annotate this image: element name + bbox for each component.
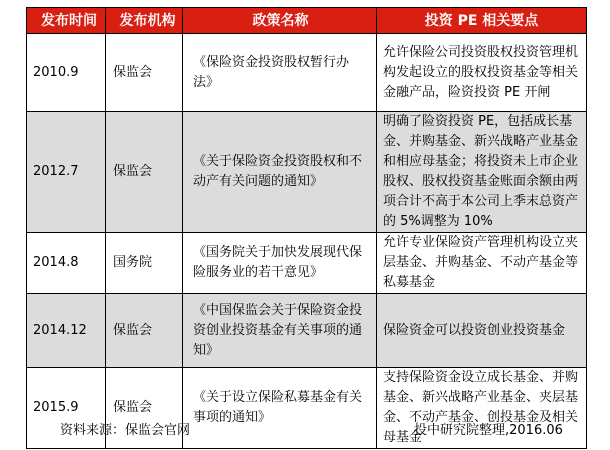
table-header-row bbox=[27, 8, 587, 34]
cell-institution: 保监会 bbox=[106, 34, 183, 112]
cell-policy-name: 《保险资金投资股权暂行办法》 bbox=[183, 34, 377, 112]
cell-policy-name: 《关于设立保险私募基金有关事项的通知》 bbox=[183, 368, 377, 449]
table-row bbox=[27, 294, 587, 368]
cell-time: 2014.8 bbox=[27, 233, 106, 294]
table-row bbox=[27, 34, 587, 112]
credit-note: 投中研究院整理,2016.06 bbox=[414, 423, 563, 438]
table-row bbox=[27, 112, 587, 233]
cell-pe-points: 支持保险资金设立成长基金、并购基金、新兴战略产业基金、夹层基金、不动产基金、创投基金及相关母基金 bbox=[377, 368, 587, 449]
source-note: 资料来源：保监会官网 bbox=[60, 423, 191, 438]
header-institution: 发布机构 bbox=[106, 8, 183, 34]
cell-policy-name: 《中国保监会关于保险资金投资创业投资基金有关事项的通知》 bbox=[183, 294, 377, 368]
cell-pe-points: 明确了险资投资 PE，包括成长基金、并购基金、新兴战略产业基金和相应母基金；将投资未上市企业股权、股权投资基金账面余额由两项合计不高于本公司上季末总资产的 5%调整为 10% bbox=[377, 112, 587, 233]
table-row bbox=[27, 233, 587, 294]
header-pe-points: 投资 PE 相关要点 bbox=[377, 8, 587, 34]
cell-time: 2010.9 bbox=[27, 34, 106, 112]
cell-time: 2015.9 bbox=[27, 368, 106, 449]
cell-pe-points: 允许专业保险资产管理机构设立夹层基金、并购基金、不动产基金等私募基金 bbox=[377, 233, 587, 294]
policy-table bbox=[26, 7, 587, 449]
cell-policy-name: 《关于保险资金投资股权和不动产有关问题的通知》 bbox=[183, 112, 377, 233]
header-policy-name: 政策名称 bbox=[183, 8, 377, 34]
cell-institution: 国务院 bbox=[106, 233, 183, 294]
cell-pe-points: 允许保险公司投资股权投资管理机构发起设立的股权投资基金等相关金融产品，险资投资 PE 开闸 bbox=[377, 34, 587, 112]
cell-institution: 保监会 bbox=[106, 368, 183, 449]
cell-institution: 保监会 bbox=[106, 112, 183, 233]
cell-time: 2012.7 bbox=[27, 112, 106, 233]
cell-policy-name: 《国务院关于加快发展现代保险服务业的若干意见》 bbox=[183, 233, 377, 294]
header-time: 发布时间 bbox=[27, 8, 106, 34]
cell-institution: 保监会 bbox=[106, 294, 183, 368]
cell-time: 2014.12 bbox=[27, 294, 106, 368]
cell-pe-points: 保险资金可以投资创业投资基金 bbox=[377, 294, 587, 368]
